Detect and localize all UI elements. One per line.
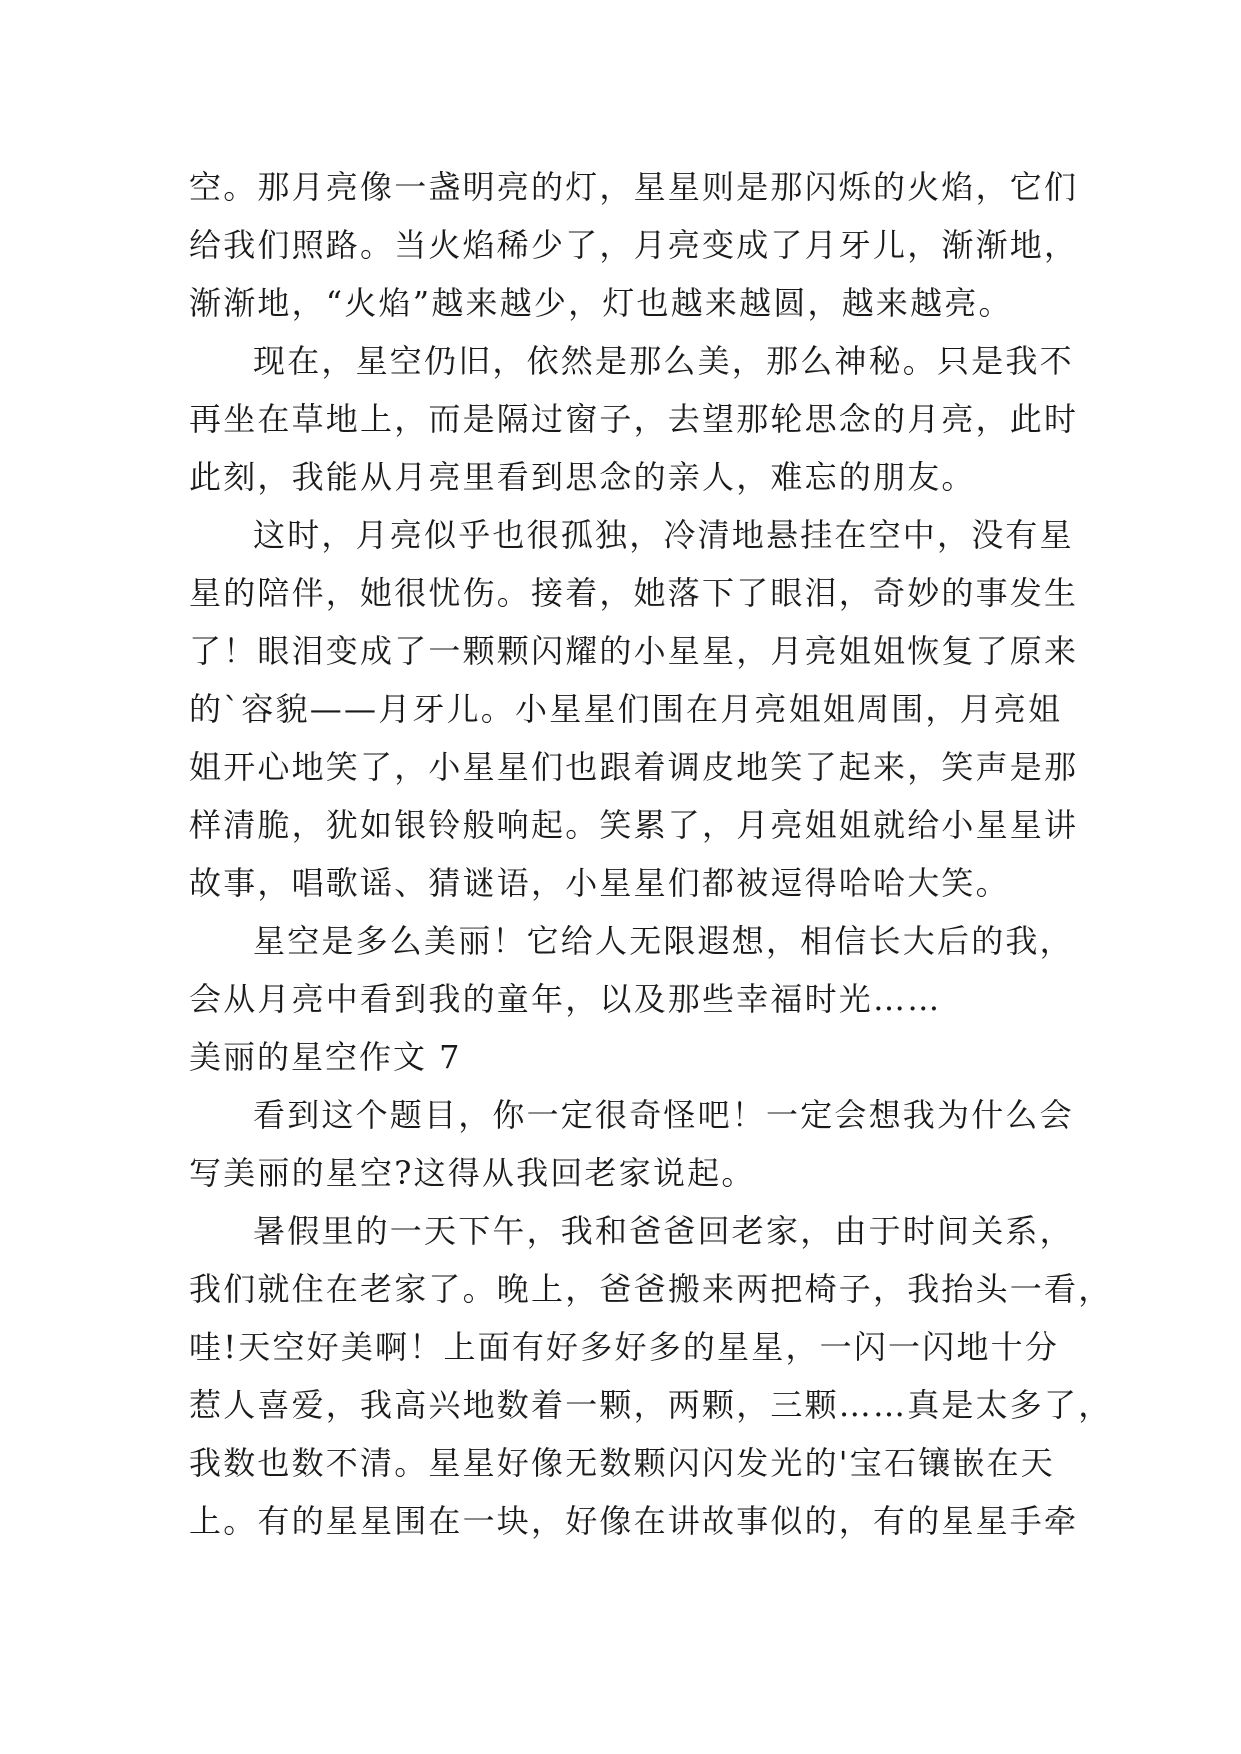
text-line: 空。那月亮像一盏明亮的灯，星星则是那闪烁的火焰，它们 [189, 168, 1079, 206]
paragraph-start: 现在，星空仍旧，依然是那么美，那么神秘。只是我不 [253, 342, 1074, 380]
text-line: 给我们照路。当火焰稀少了，月亮变成了月牙儿，渐渐地， [189, 226, 1079, 264]
paragraph-start: 星空是多么美丽！它给人无限遐想，相信长大后的我， [253, 922, 1074, 960]
text-line: 哇!天空好美啊！上面有好多好多的星星，一闪一闪地十分 [189, 1328, 1060, 1366]
text-line: 此刻，我能从月亮里看到思念的亲人，难忘的朋友。 [189, 458, 976, 496]
text-line: 姐开心地笑了，小星星们也跟着调皮地笑了起来，笑声是那 [189, 748, 1079, 786]
paragraph-start: 看到这个题目，你一定很奇怪吧！一定会想我为什么会 [253, 1096, 1074, 1134]
text-line: 了！眼泪变成了一颗颗闪耀的小星星，月亮姐姐恢复了原来 [189, 632, 1079, 670]
text-line: 星的陪伴，她很忧伤。接着，她落下了眼泪，奇妙的事发生 [189, 574, 1079, 612]
paragraph-start: 这时，月亮似乎也很孤独，冷清地悬挂在空中，没有星 [253, 516, 1074, 554]
text-line: 故事，唱歌谣、猜谜语，小星星们都被逗得哈哈大笑。 [189, 864, 1010, 902]
text-line: 我数也数不清。星星好像无数颗闪闪发光的'宝石镶嵌在天 [189, 1444, 1055, 1482]
text-line: 惹人喜爱，我高兴地数着一颗，两颗，三颗……真是太多了， [189, 1386, 1113, 1424]
text-line: 的`容貌——月牙儿。小星星们围在月亮姐姐周围，月亮姐 [189, 690, 1063, 728]
text-line: 写美丽的星空?这得从我回老家说起。 [189, 1154, 756, 1192]
section-heading: 美丽的星空作文 7 [189, 1038, 462, 1076]
text-line: 再坐在草地上，而是隔过窗子，去望那轮思念的月亮，此时 [189, 400, 1079, 438]
paragraph-start: 暑假里的一天下午，我和爸爸回老家，由于时间关系， [253, 1212, 1074, 1250]
text-line: 上。有的星星围在一块，好像在讲故事似的，有的星星手牵 [189, 1502, 1079, 1540]
document-page [189, 158, 1113, 1550]
text-line: 会从月亮中看到我的童年，以及那些幸福时光…… [189, 980, 942, 1018]
text-line: 样清脆，犹如银铃般响起。笑累了，月亮姐姐就给小星星讲 [189, 806, 1079, 844]
text-line: 渐渐地，“火焰”越来越少，灯也越来越圆，越来越亮。 [189, 284, 1013, 322]
text-line: 我们就住在老家了。晚上，爸爸搬来两把椅子，我抬头一看， [189, 1270, 1113, 1308]
